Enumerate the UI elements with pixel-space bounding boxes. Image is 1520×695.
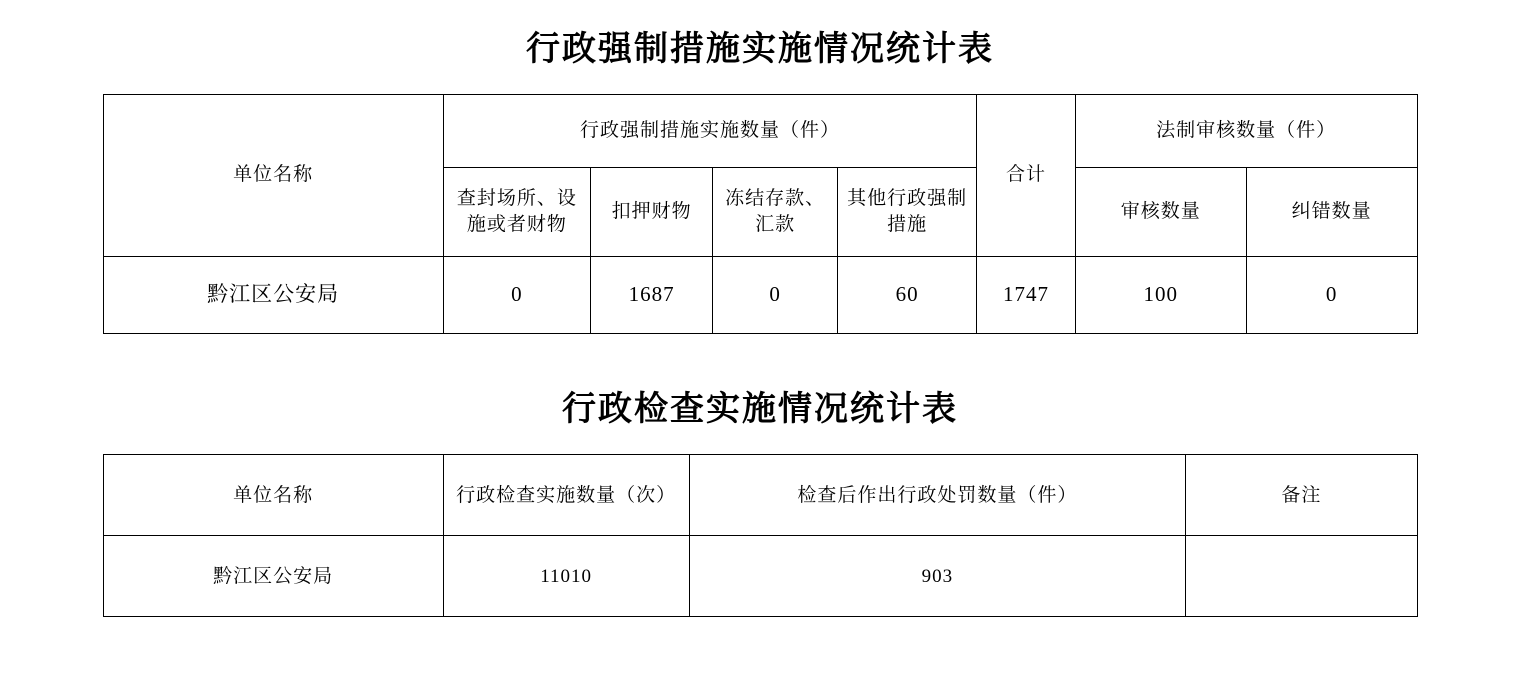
header-review-count: 审核数量	[1075, 167, 1246, 256]
cell-unit-name: 黔江区公安局	[103, 256, 443, 333]
table-header-row	[103, 455, 1417, 536]
section1-title: 行政强制措施实施情况统计表	[526, 31, 994, 68]
section2-table-wrapper	[103, 454, 1418, 617]
header-group-legal-review: 法制审核数量（件）	[1075, 94, 1417, 167]
administrative-coercive-measures-table	[103, 94, 1418, 334]
header-unit-name: 单位名称	[103, 94, 443, 256]
section1-table-wrapper	[103, 94, 1418, 334]
cell-total: 1747	[977, 256, 1076, 333]
cell-penalty-after-inspection: 903	[689, 536, 1186, 617]
table-row	[103, 256, 1417, 333]
section2-title: 行政检查实施情况统计表	[562, 390, 958, 428]
cell-remark	[1186, 536, 1417, 617]
table-header-row-1	[103, 94, 1417, 167]
header-seize-property: 扣押财物	[590, 167, 712, 256]
header-remark: 备注	[1186, 455, 1417, 536]
section-spacer	[0, 334, 1520, 390]
header-total: 合计	[977, 94, 1076, 256]
header-correction-count: 纠错数量	[1246, 167, 1417, 256]
header-inspection-count: 行政检查实施数量（次）	[443, 455, 689, 536]
header-seal-property: 查封场所、设施或者财物	[443, 167, 590, 256]
header-unit-name-2: 单位名称	[103, 455, 443, 536]
cell-correction-count: 0	[1246, 256, 1417, 333]
cell-seize-property: 1687	[590, 256, 712, 333]
header-freeze-deposit: 冻结存款、汇款	[713, 167, 838, 256]
cell-inspection-count: 11010	[443, 536, 689, 617]
administrative-inspection-table	[103, 454, 1418, 617]
header-penalty-after-inspection: 检查后作出行政处罚数量（件）	[689, 455, 1186, 536]
header-other-measures: 其他行政强制措施	[838, 167, 977, 256]
header-group-measures: 行政强制措施实施数量（件）	[443, 94, 976, 167]
table-row	[103, 536, 1417, 617]
cell-other-measures: 60	[838, 256, 977, 333]
cell-unit-name-2: 黔江区公安局	[103, 536, 443, 617]
cell-review-count: 100	[1075, 256, 1246, 333]
cell-freeze-deposit: 0	[713, 256, 838, 333]
cell-seal-property: 0	[443, 256, 590, 333]
document-page	[0, 30, 1520, 695]
